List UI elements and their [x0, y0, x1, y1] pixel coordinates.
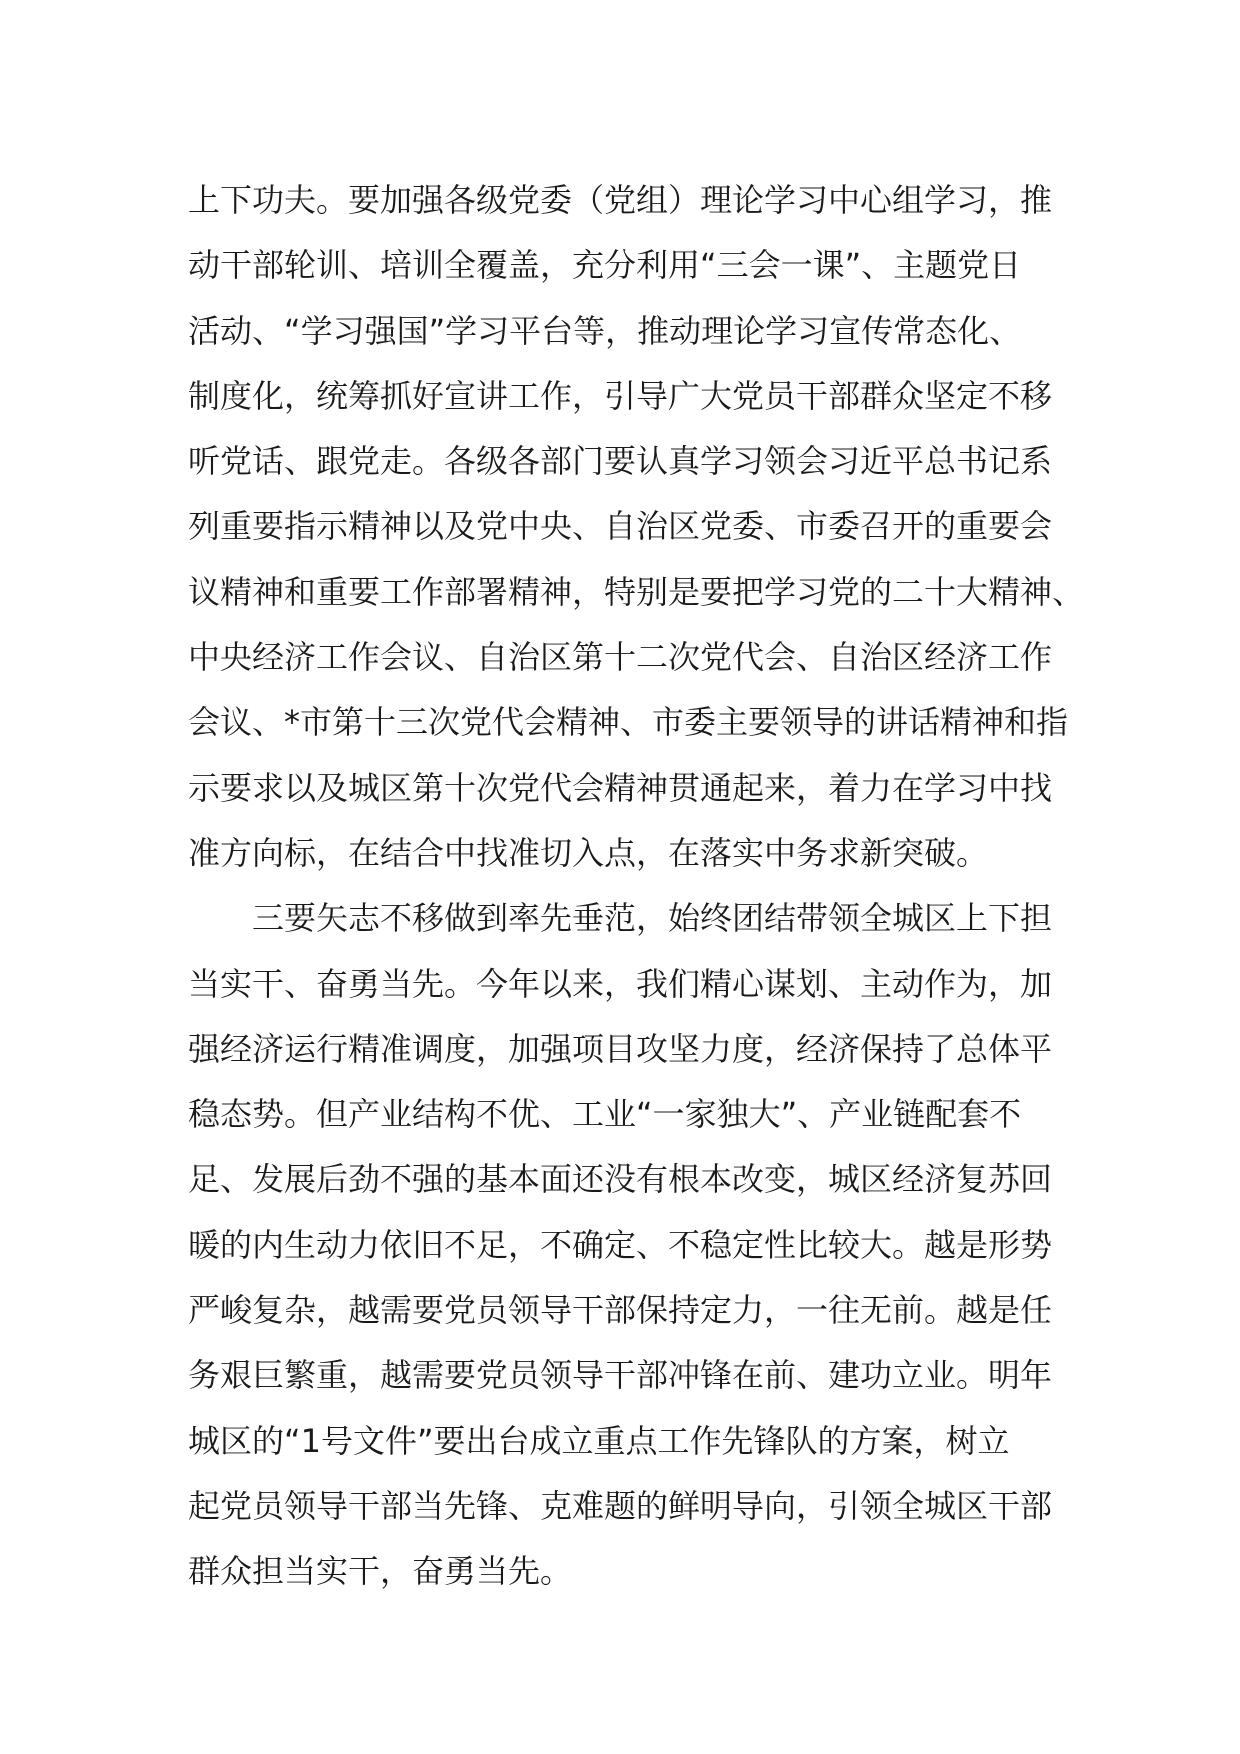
text-line: 动干部轮训、培训全覆盖，充分利用“三会一课”、主题党日	[188, 246, 1022, 285]
text-line: 议精神和重要工作部署精神，特别是要把学习党的二十大精神、	[188, 572, 1085, 611]
text-line: 城区的“1号文件”要出台成立重点工作先锋队的方案，树立	[188, 1421, 1010, 1460]
text-line: 强经济运行精准调度，加强项目攻坚力度，经济保持了总体平	[188, 1029, 1053, 1068]
text-line: 列重要指示精神以及党中央、自治区党委、市委召开的重要会	[188, 507, 1053, 546]
text-line: 活动、“学习强国”学习平台等，推动理论学习宣传常态化、	[188, 311, 1022, 350]
text-line: 中央经济工作会议、自治区第十二次党代会、自治区经济工作	[188, 638, 1053, 677]
text-line: 准方向标，在结合中找准切入点，在落实中务求新突破。	[188, 833, 989, 872]
text-line: 起党员领导干部当先锋、克难题的鲜明导向，引领全城区干部	[188, 1486, 1053, 1525]
text-line: 示要求以及城区第十次党代会精神贯通起来，着力在学习中找	[188, 768, 1053, 807]
text-line: 制度化，统筹抓好宣讲工作，引导广大党员干部群众坚定不移	[188, 376, 1053, 415]
text-line: 务艰巨繁重，越需要党员领导干部冲锋在前、建功立业。明年	[188, 1356, 1053, 1395]
text-line: 上下功夫。要加强各级党委（党组）理论学习中心组学习，推	[188, 181, 1053, 219]
paragraph-start-line: 三要矢志不移做到率先垂范，始终团结带领全城区上下担	[252, 899, 1053, 938]
text-line: 稳态势。但产业结构不优、工业“一家独大”、产业链配套不	[188, 1095, 1022, 1134]
text-line: 听党话、跟党走。各级各部门要认真学习领会习近平总书记系	[188, 442, 1053, 481]
text-line: 严峻复杂，越需要党员领导干部保持定力，一往无前。越是任	[188, 1291, 1053, 1330]
body-text	[188, 168, 1085, 1605]
text-line: 群众担当实干，奋勇当先。	[188, 1552, 573, 1591]
text-line: 当实干、奋勇当先。今年以来，我们精心谋划、主动作为，加	[188, 964, 1053, 1003]
text-line: 足、发展后劲不强的基本面还没有根本改变，城区经济复苏回	[188, 1160, 1053, 1199]
text-line: 暖的内生动力依旧不足，不确定、不稳定性比较大。越是形势	[188, 1225, 1053, 1264]
text-line: 会议、*市第十三次党代会精神、市委主要领导的讲话精神和指	[188, 703, 1069, 742]
